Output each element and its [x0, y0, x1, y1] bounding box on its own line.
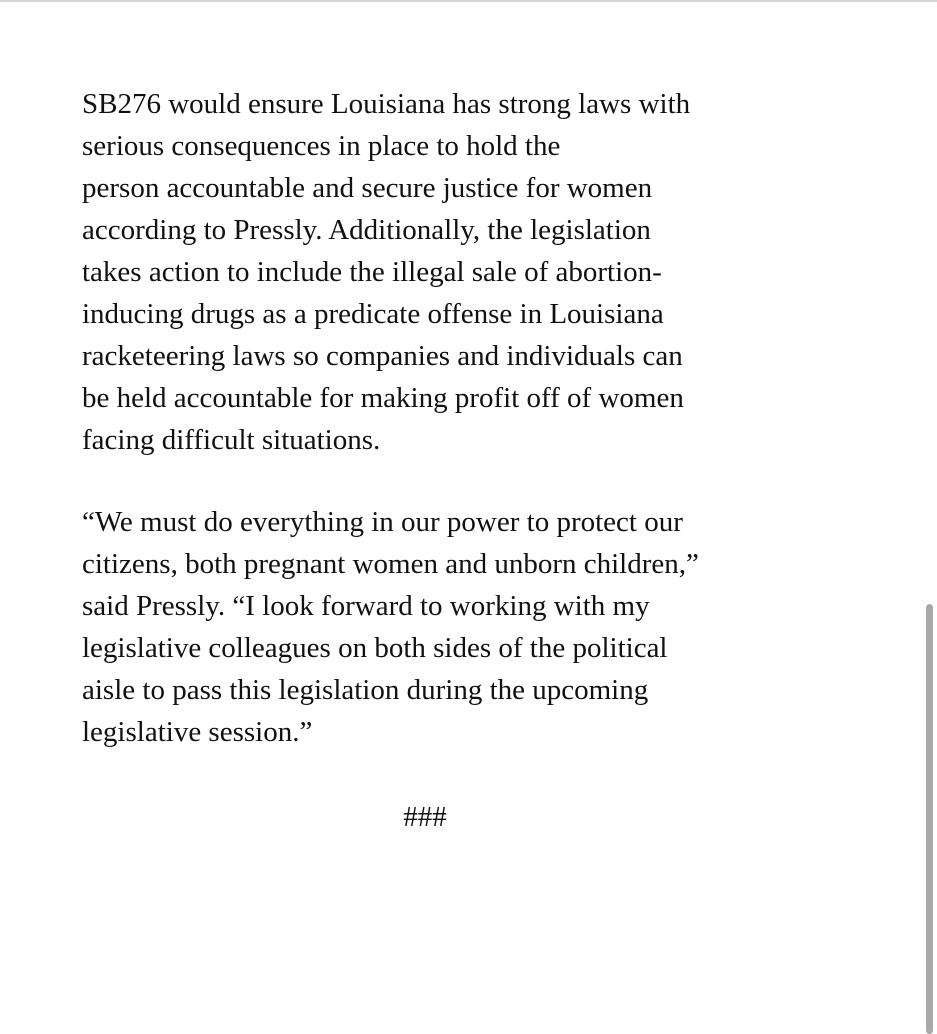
scrollbar-thumb[interactable]: [926, 604, 933, 1034]
text-line: said Pressly. “I look forward to working with my: [82, 590, 650, 622]
document-body: [82, 83, 822, 753]
scrollbar-track[interactable]: [923, 0, 937, 1030]
text-line: “We must do everything in our power to protect our: [82, 506, 683, 538]
paragraph-gap: [82, 461, 822, 501]
text-line: legislative session.”: [82, 716, 313, 748]
text-line: aisle to pass this legislation during the upcoming: [82, 674, 649, 706]
text-line: serious consequences in place to hold the: [82, 130, 561, 162]
text-line: takes action to include the illegal sale of abortion-: [82, 256, 662, 288]
paragraph-2-quote: [82, 501, 822, 753]
text-line: facing difficult situations.: [82, 424, 381, 456]
text-line: citizens, both pregnant women and unborn children,”: [82, 548, 699, 580]
text-line: legislative colleagues on both sides of the political: [82, 632, 668, 664]
text-line: according to Pressly. Additionally, the legislation: [82, 214, 651, 246]
text-line: inducing drugs as a predicate offense in Louisiana: [82, 298, 664, 330]
end-mark: ###: [403, 801, 447, 833]
paragraph-1: [82, 83, 822, 461]
top-divider: [0, 0, 937, 2]
text-line: SB276 would ensure Louisiana has strong laws with: [82, 88, 691, 120]
text-line: person accountable and secure justice for women: [82, 172, 653, 204]
text-line: be held accountable for making profit off of women: [82, 382, 684, 414]
text-line: racketeering laws so companies and individuals can: [82, 340, 683, 372]
